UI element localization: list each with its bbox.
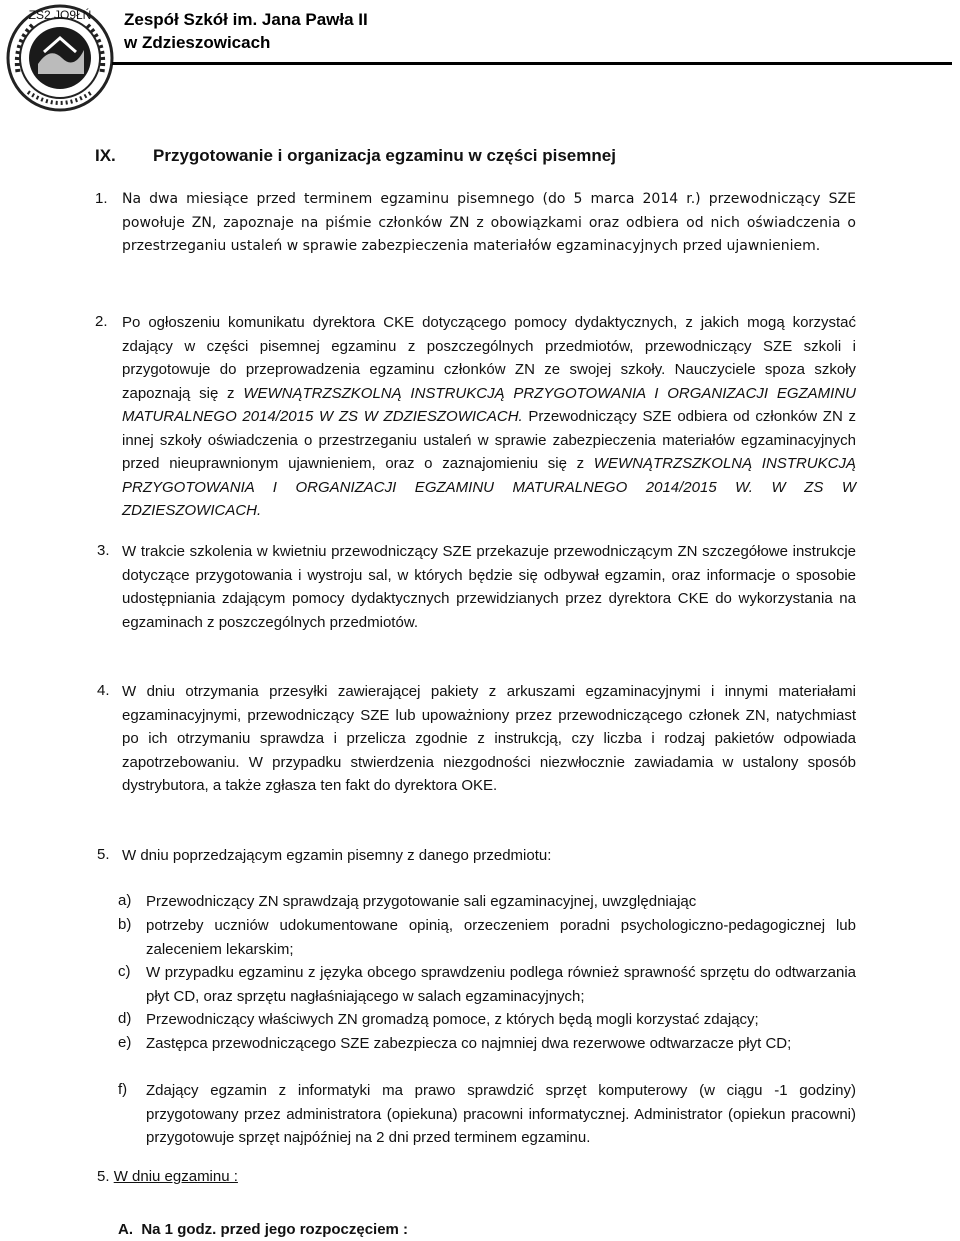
item-3-text: W trakcie szkolenia w kwietniu przewodniczący SZE przekazuje przewodniczącym ZN szczegółowe instrukcje dotyczące przygotowania i wystroju sal, w których będzie się odbywał egzamin, oraz informacje o sposobie udostępniania zdającym pomocy dydaktycznych przewidzianych przez dyrektora CKE do wykorzystania na egzaminach z poszczególnych przedmiotów. [122, 543, 856, 631]
item-5-number: 5. [97, 846, 110, 863]
subitem-e-text: Zastępca przewodniczącego SZE zabezpiecza co najmniej dwa rezerwowe odtwarzacze płyt CD; [146, 1035, 792, 1052]
item-2-instruction-ref-a: WEWNĄTRZSZKOLNĄ INSTRUKCJĄ PRZYGOTOWANIA I ORGANIZACJI EGZAMINU MATURALNEGO 2014/2015 W ZS W ZDZIESZOWICACH. [122, 384, 856, 425]
subitem-b-text: potrzeby uczniów udokumentowane opinią, orzeczeniem poradni psychologiczno-pedagogicznej lub zaleceniem lekarskim; [146, 917, 856, 958]
svg-text:ZS2 JO9ŁŃ: ZS2 JO9ŁŃ [28, 8, 92, 22]
subitem-d-text: Przewodniczący właściwych ZN gromadzą pomoce, z których będą mogli korzystać zdający; [146, 1011, 759, 1028]
subitem-e-label: e) [118, 1034, 132, 1051]
section-heading [95, 146, 616, 166]
school-name [124, 8, 368, 54]
subitem-c-text: W przypadku egzaminu z języka obcego sprawdzeniu podlega również sprawność sprzętu do odtwarzania płyt CD, oraz sprzętu nagłaśniającego w salach egzaminacyjnych; [146, 964, 856, 1005]
header-rule [112, 62, 952, 65]
subitem-f-label: f) [118, 1081, 128, 1098]
item-2-text-a: Po ogłoszeniu komunikatu dyrektora CKE dotyczącego pomocy dydaktycznych, z jakich mogą korzystać zdający w części pisemnej egzaminu z poszczególnych przedmiotów, przewodniczący SZE szkoli i przygotowuje do przeprowadzenia egzaminu członków ZN ze swojej szkoły. Nauczyciele spoza szkoły zapoznają się z [122, 314, 856, 402]
section-title: Przygotowanie i organizacja egzaminu w części pisemnej [153, 146, 616, 165]
item-5-text: W dniu poprzedzającym egzamin pisemny z danego przedmiotu: [122, 847, 552, 864]
subitem-f-text: Zdający egzamin z informatyki ma prawo sprawdzić sprzęt komputerowy (w ciągu -1 godziny) przygotowany przez administratora (opiekuna) pracowni informatycznej. Administrator (opiekun pracowni) przygotowuje sprzęt najpóźniej na 2 dni przed terminem egzaminu. [146, 1082, 856, 1146]
item-2-instruction-ref-b: WEWNĄTRZSZKOLNĄ INSTRUKCJĄ PRZYGOTOWANIA I ORGANIZACJI EGZAMINU MATURALNEGO 2014/2015 W. W ZS W ZDZIESZOWICACH. [122, 455, 856, 519]
item-4-text: W dniu otrzymania przesyłki zawierającej pakiety z arkuszami egzaminacyjnymi i innymi materiałami egzaminacyjnymi, przewodniczący SZE lub upoważniony przez przewodniczącego członek ZN, natychmiast po ich otrzymaniu sprawdza i przelicza zgodnie z instrukcją, czy liczba i rodzaj pakietów odpowiada zapotrzebowaniu. W przypadku stwierdzenia niezgodności niezwłocznie zawiadamia w ustalony sposób dystrybutora, a także zgłasza ten fakt do dyrektora OKE. [122, 683, 856, 794]
school-emblem-logo [4, 2, 116, 114]
item-5b [97, 1168, 238, 1185]
item-5b-text: W dniu egzaminu : [113, 1168, 238, 1185]
item-3-number: 3. [97, 542, 110, 559]
item-1-text: Na dwa miesiące przed terminem egzaminu pisemnego (do 5 marca 2014 r.) przewodniczący SZE powołuje ZN, zapoznaje na piśmie członków ZN z obowiązkami oraz odbiera od nich oświadczenia o przestrzeganiu ustaleń w sprawie zabezpieczenia materiałów egzaminacyjnych przed ujawnieniem. [122, 191, 856, 254]
subheading-a [118, 1221, 408, 1238]
item-2-text [122, 311, 856, 523]
subitem-a-text: Przewodniczący ZN sprawdzają przygotowanie sali egzaminacyjnej, uwzględniając [146, 893, 697, 910]
item-5b-number: 5. [97, 1168, 110, 1185]
subheading-a-text: Na 1 godz. przed jego rozpoczęciem : [141, 1221, 409, 1238]
subitem-d-label: d) [118, 1010, 132, 1027]
item-1-number: 1. [95, 190, 108, 207]
section-number: IX. [95, 146, 116, 165]
subheading-a-label: A. [118, 1221, 133, 1238]
item-2-number: 2. [95, 313, 108, 330]
school-name-line2: w Zdzieszowicach [124, 33, 271, 52]
item-4-number: 4. [97, 682, 110, 699]
item-2-text-b: Przewodniczący SZE odbiera od członków ZN z innej szkoły oświadczenia o przestrzeganiu ustaleń w sprawie zabezpieczenia materiałów egzaminacyjnych przed nieuprawnionym ujawnieniem, oraz o zaznajomieniu się z [122, 408, 856, 472]
subitem-b-label: b) [118, 916, 132, 933]
subitem-c-label: c) [118, 963, 131, 980]
subitem-a-label: a) [118, 892, 132, 909]
school-name-line1: Zespół Szkół im. Jana Pawła II [124, 10, 368, 29]
